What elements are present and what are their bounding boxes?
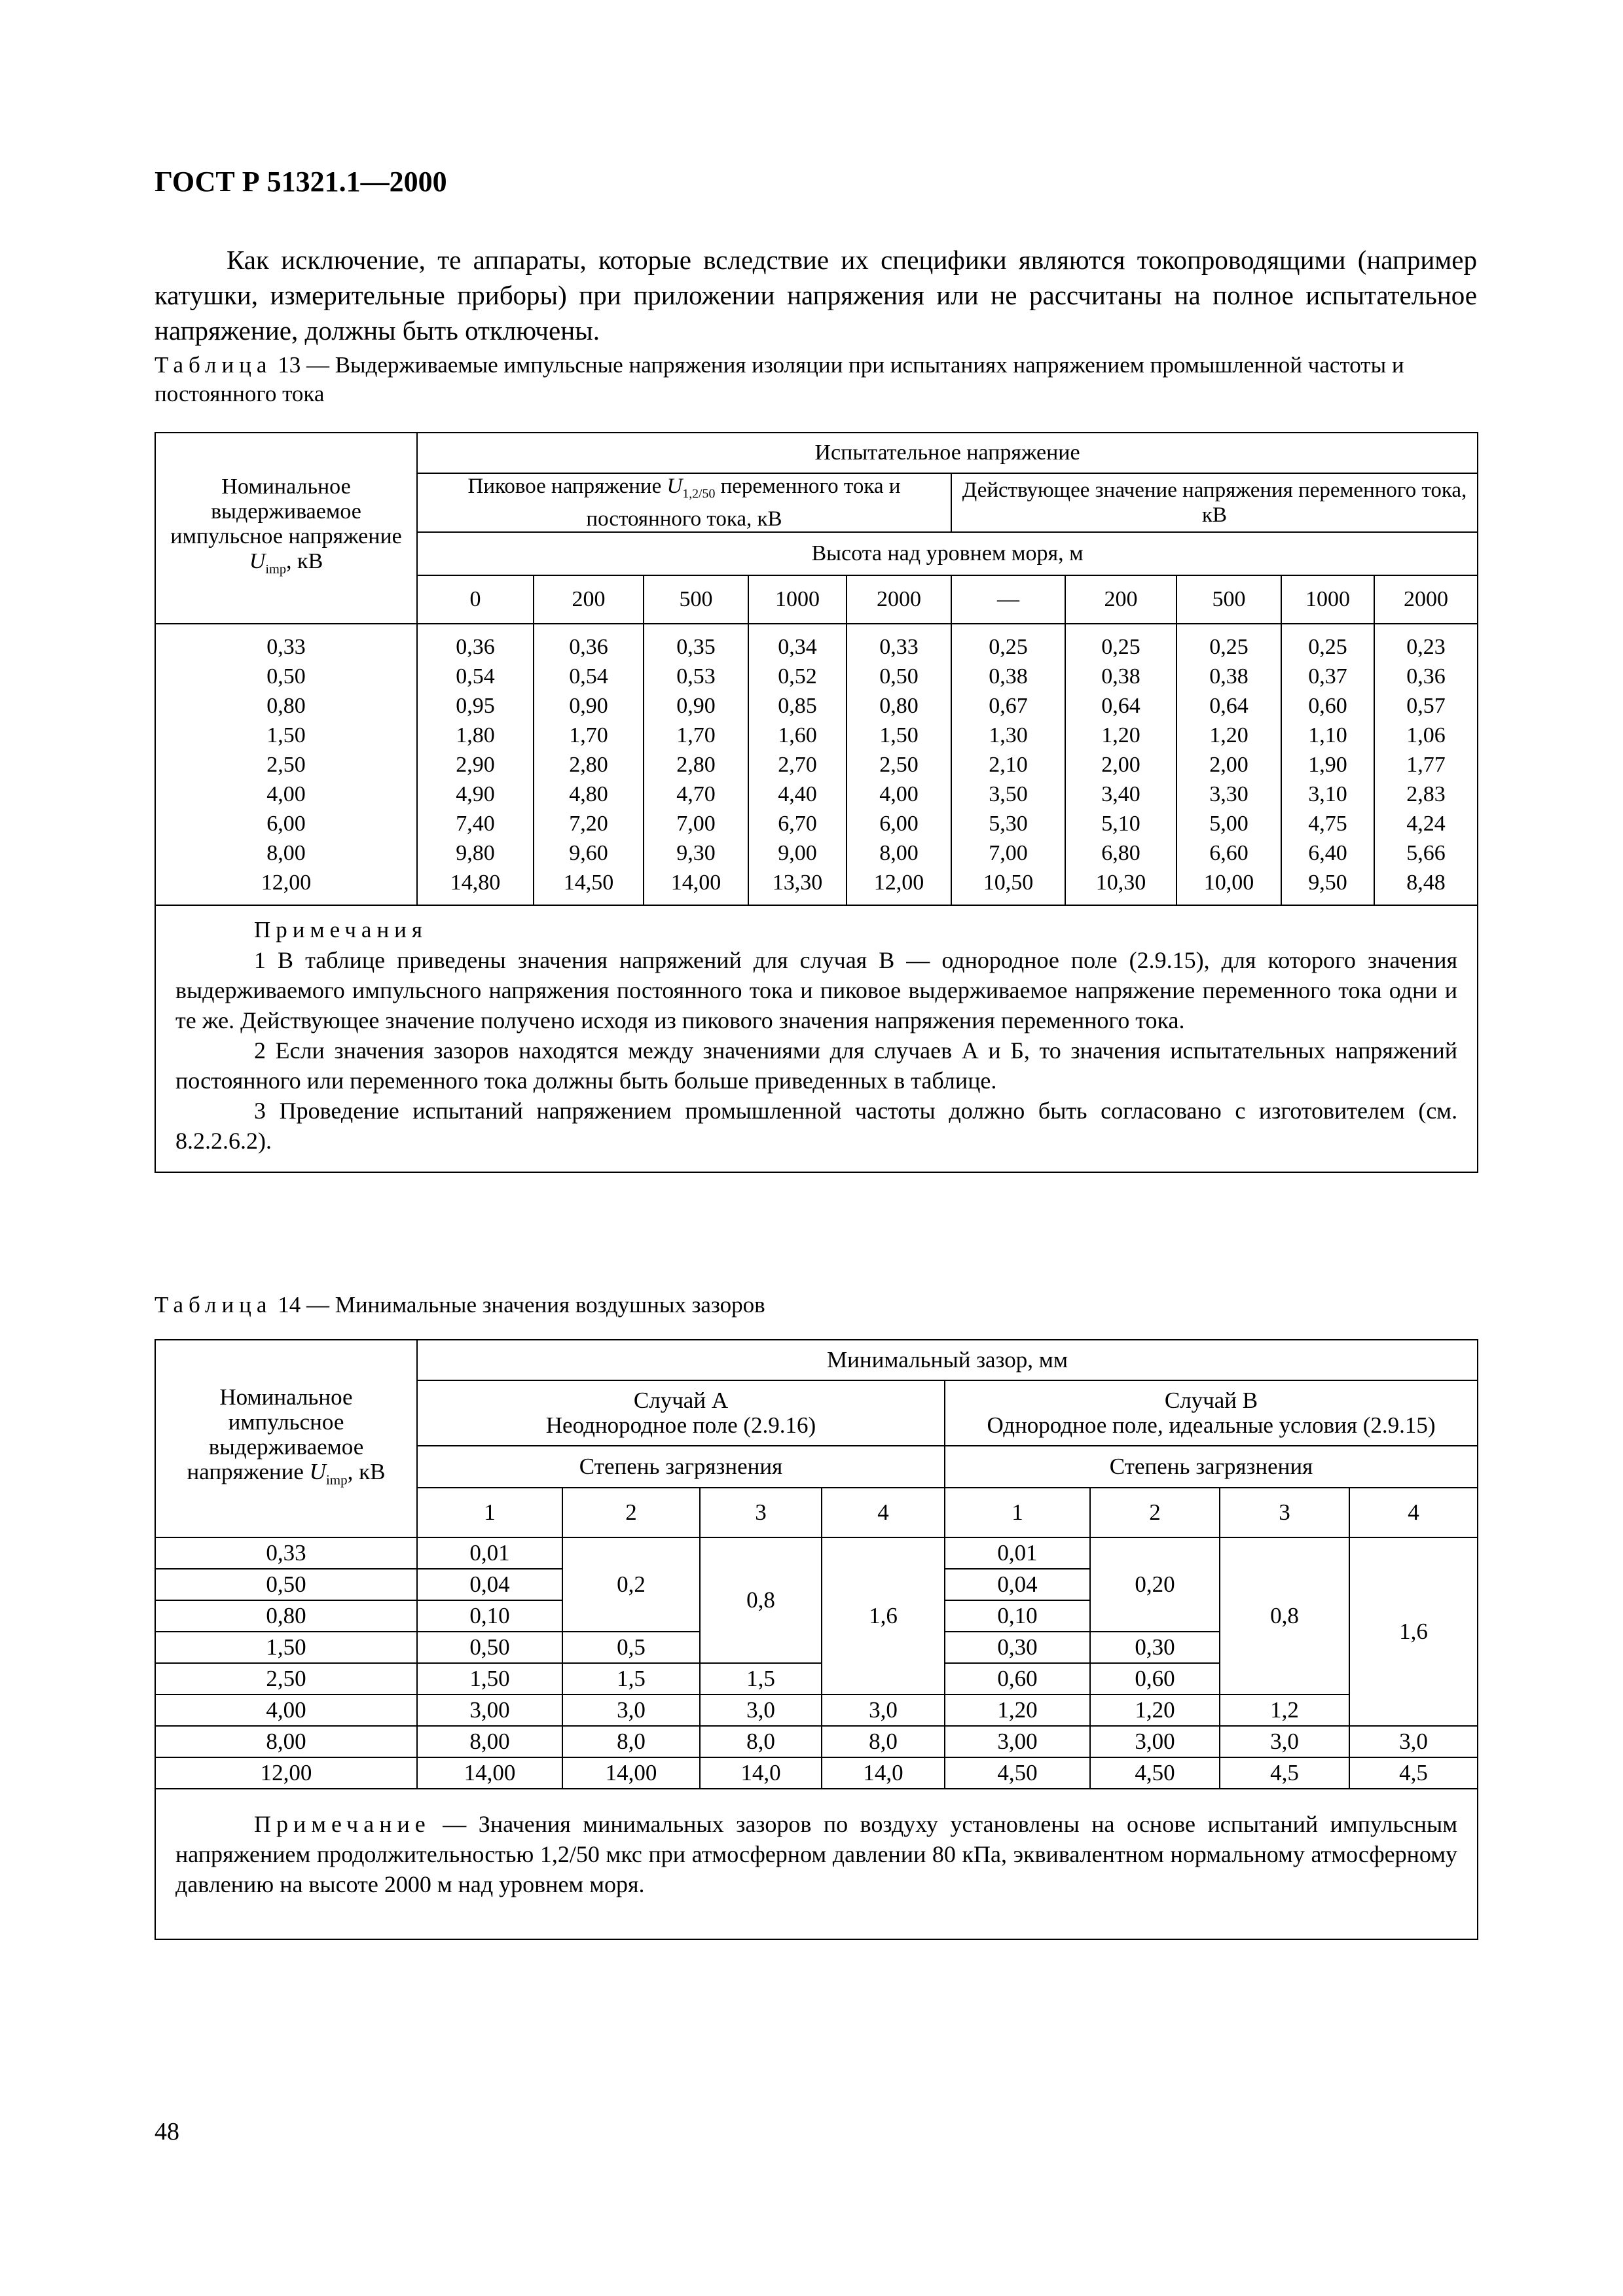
- table13-col: [847, 624, 951, 905]
- table13-cell: 2,50: [879, 752, 919, 777]
- table14-degree: 2: [562, 1488, 700, 1537]
- table13-cell: 2,00: [1209, 752, 1249, 777]
- table13-caption-label: Таблица: [155, 352, 272, 378]
- table13-cell: 3,30: [1209, 781, 1249, 806]
- table14-note-text: — Значения минимальных зазоров по воздуху установлены на основе испытаний импульсным напряжением продолжительностью 1,2/50 мкс при атмосферном давлении 80 кПа, эквивалентном нормальному атмосферному давлению на высоте 2000 м над уровнем моря.: [175, 1811, 1457, 1897]
- table13-cell: 4,70: [676, 781, 716, 806]
- table13-cell: 6,00: [879, 811, 919, 836]
- table14-voltage: 0,80: [155, 1600, 417, 1632]
- table14-degree: 4: [822, 1488, 945, 1537]
- table13-cell: 2,80: [676, 752, 716, 777]
- table13-note: 2 Если значения зазоров находятся между значениями для случаев А и Б, то значения испытательных напряжений постоянного или переменного тока должны быть больше приведенных в таблице.: [175, 1037, 1458, 1094]
- table13-cell: 6,00: [266, 811, 306, 836]
- table14-cell: 0,60: [945, 1663, 1090, 1695]
- table13-alt-col: 2000: [847, 575, 951, 624]
- table14-cell: 1,20: [945, 1695, 1090, 1726]
- table14-pollution-header-a: Степень загрязнения: [417, 1446, 945, 1488]
- table13-alt-col: 200: [534, 575, 644, 624]
- table14-cell: 0,04: [417, 1569, 562, 1600]
- table13-cell: 10,00: [1203, 870, 1254, 895]
- table13-cell: 1,10: [1308, 723, 1347, 747]
- table13-cell: 0,36: [569, 634, 608, 659]
- table13-cell: 7,00: [676, 811, 716, 836]
- table13-cell: 0,35: [676, 634, 716, 659]
- table14-cell: 8,0: [822, 1726, 945, 1757]
- table13-cell: 14,00: [670, 870, 721, 895]
- table13-cell: 10,30: [1095, 870, 1146, 895]
- table14-cell: 3,0: [822, 1695, 945, 1726]
- table14-cell: 14,00: [562, 1757, 700, 1789]
- table13-alt-col: 500: [644, 575, 748, 624]
- table14-note-label: Примечание: [254, 1811, 431, 1837]
- document-header: ГОСТ Р 51321.1—2000: [155, 166, 447, 198]
- table14-merged-cell: 0,2: [562, 1537, 700, 1632]
- table14-voltage: 8,00: [155, 1726, 417, 1757]
- table13-peak-header: Пиковое напряжение $U_{1,2/50}$ переменного тока и постоянного тока, кВ: [417, 473, 951, 532]
- table13-cell: 3,50: [989, 781, 1028, 806]
- table13-cell: 5,00: [1209, 811, 1249, 836]
- table13-cell: 7,00: [989, 840, 1028, 865]
- table13-cell: 8,00: [879, 840, 919, 865]
- table14-cell: 1,5: [700, 1663, 822, 1695]
- table13-cell: 9,30: [676, 840, 716, 865]
- table13-test-voltage-header: Испытательное напряжение: [417, 433, 1478, 473]
- table13-cell: 5,66: [1406, 840, 1446, 865]
- table13-col: [1065, 624, 1176, 905]
- table13-cell: 9,60: [569, 840, 608, 865]
- table13-cell: 0,85: [778, 693, 817, 718]
- table14: [155, 1339, 1478, 1940]
- table14-cell: 0,10: [945, 1600, 1090, 1632]
- table13-cell: 7,20: [569, 811, 608, 836]
- table14-cell: 3,00: [417, 1695, 562, 1726]
- table13-cell: 14,50: [563, 870, 614, 895]
- table14-merged-cell: 0,8: [1220, 1537, 1349, 1695]
- table14-voltage-header: Номинальное импульсное выдерживаемое напряжение $U_{imp}$, кВ: [155, 1340, 417, 1537]
- table14-row: [155, 1757, 1478, 1789]
- table13-cell: 6,70: [778, 811, 817, 836]
- table13-cell: 2,00: [1101, 752, 1140, 777]
- table13-alt-col: —: [951, 575, 1065, 624]
- table14-caption-label: Таблица: [155, 1292, 272, 1318]
- table13-cell: 0,38: [1101, 664, 1140, 689]
- table13-cell: 0,90: [569, 693, 608, 718]
- table13-cell: 12,00: [873, 870, 924, 895]
- table13-rms-header: Действующее значение напряжения переменного тока, кВ: [951, 473, 1478, 532]
- table13-cell: 0,23: [1406, 634, 1446, 659]
- table13-cell: 8,00: [266, 840, 306, 865]
- table13-alt-col: 500: [1176, 575, 1281, 624]
- table13-alt-col: 2000: [1374, 575, 1478, 624]
- table13-cell: 0,60: [1308, 693, 1347, 718]
- table13-cell: 2,50: [266, 752, 306, 777]
- table13-cell: 0,38: [989, 664, 1028, 689]
- table14-voltage: 0,33: [155, 1537, 417, 1569]
- table14-note: [155, 1789, 1478, 1939]
- table13-cell: 0,25: [1101, 634, 1140, 659]
- table13-cell: 1,60: [778, 723, 817, 747]
- table14-merged-cell: 1,6: [1349, 1537, 1478, 1726]
- table13-cell: 1,77: [1406, 752, 1446, 777]
- table13-cell: 8,48: [1406, 870, 1446, 895]
- table13-cell: 13,30: [772, 870, 823, 895]
- table14-cell: 0,50: [417, 1632, 562, 1663]
- table13-cell: 0,95: [456, 693, 495, 718]
- table14-cell: 8,0: [700, 1726, 822, 1757]
- table14-cell: 1,2: [1220, 1695, 1349, 1726]
- table13-cell: 12,00: [261, 870, 312, 895]
- table13-cell: 0,50: [266, 664, 306, 689]
- table14-merged-cell: 0,8: [700, 1537, 822, 1663]
- table13-altitude-header: Высота над уровнем моря, м: [417, 532, 1478, 575]
- table13-cell: 0,33: [266, 634, 306, 659]
- table13-cell: 3,40: [1101, 781, 1140, 806]
- table13-cell: 5,30: [989, 811, 1028, 836]
- table14-cell: 0,30: [945, 1632, 1090, 1663]
- table13-cell: 2,70: [778, 752, 817, 777]
- table13-cell: 1,06: [1406, 723, 1446, 747]
- table13-cell: 0,37: [1308, 664, 1347, 689]
- table13-cell: 0,54: [456, 664, 495, 689]
- table13-notes: [155, 905, 1478, 1172]
- table14-row: [155, 1726, 1478, 1757]
- table14-cell: 8,00: [417, 1726, 562, 1757]
- table13-cell: 9,80: [456, 840, 495, 865]
- table14-cell: 4,50: [945, 1757, 1090, 1789]
- table14-cell: 4,50: [1090, 1757, 1220, 1789]
- table13-cell: 0,90: [676, 693, 716, 718]
- table14-cell: 0,01: [945, 1537, 1090, 1569]
- table13-alt-col: 1000: [748, 575, 847, 624]
- table14-degree: 4: [1349, 1488, 1478, 1537]
- table14-cell: 0,10: [417, 1600, 562, 1632]
- table14-cell: 3,0: [562, 1695, 700, 1726]
- table14-voltage: 2,50: [155, 1663, 417, 1695]
- table14-cell: 14,0: [822, 1757, 945, 1789]
- table13-cell: 1,90: [1308, 752, 1347, 777]
- table13-cell: 6,40: [1308, 840, 1347, 865]
- table13-cell: 0,54: [569, 664, 608, 689]
- table13-col: [748, 624, 847, 905]
- table13-cell: 14,80: [450, 870, 501, 895]
- table13-cell: 0,25: [1308, 634, 1347, 659]
- table14-cell: 3,0: [1349, 1726, 1478, 1757]
- table13-cell: 0,64: [1101, 693, 1140, 718]
- table13-cell: 10,50: [983, 870, 1034, 895]
- intro-paragraph: Как исключение, те аппараты, которые вследствие их специфики являются токопроводящими (например катушки, измерительные приборы) при приложении напряжения или не рассчитаны на полное испытательное напряжение, должны быть отключены.: [155, 245, 1477, 346]
- table13-notes-title: Примечания: [254, 916, 428, 942]
- table13-caption: [155, 351, 1477, 408]
- table14-row: [155, 1695, 1478, 1726]
- table14-cell: 0,60: [1090, 1663, 1220, 1695]
- table13-cell: 4,80: [569, 781, 608, 806]
- table13-col: [155, 624, 417, 905]
- table13-cell: 0,25: [1209, 634, 1249, 659]
- table14-cell: 14,00: [417, 1757, 562, 1789]
- table14-cell: 0,04: [945, 1569, 1090, 1600]
- table13-cell: 9,00: [778, 840, 817, 865]
- table13-cell: 0,53: [676, 664, 716, 689]
- table13-alt-col: 1000: [1281, 575, 1374, 624]
- table14-cell: 0,30: [1090, 1632, 1220, 1663]
- table13-cell: 0,36: [456, 634, 495, 659]
- table13-cell: 4,90: [456, 781, 495, 806]
- table14-pollution-header-b: Степень загрязнения: [945, 1446, 1478, 1488]
- table13-cell: 0,64: [1209, 693, 1249, 718]
- table13-cell: 1,80: [456, 723, 495, 747]
- table14-case-a-header: Случай А Неоднородное поле (2.9.16): [417, 1380, 945, 1446]
- table13-cell: 0,80: [266, 693, 306, 718]
- table14-caption-text: 14 — Минимальные значения воздушных зазоров: [278, 1292, 765, 1318]
- page-number: 48: [155, 2118, 179, 2145]
- table13-cell: 5,10: [1101, 811, 1140, 836]
- table14-degree: 3: [1220, 1488, 1349, 1537]
- table13-cell: 1,50: [266, 723, 306, 747]
- table13-cell: 0,36: [1406, 664, 1446, 689]
- table13-cell: 3,10: [1308, 781, 1347, 806]
- table13-voltage-header: Номинальное выдерживаемое импульсное напряжение $U_{imp}$, кВ: [155, 433, 417, 624]
- table13-cell: 0,25: [989, 634, 1028, 659]
- table14-degree: 1: [945, 1488, 1090, 1537]
- table14-cell: 3,00: [945, 1726, 1090, 1757]
- table13-col: [417, 624, 534, 905]
- table13-col: [1176, 624, 1281, 905]
- table13-cell: 2,80: [569, 752, 608, 777]
- table14-case-b-header: Случай В Однородное поле, идеальные условия (2.9.15): [945, 1380, 1478, 1446]
- table13-cell: 1,70: [569, 723, 608, 747]
- table14-degree: 3: [700, 1488, 822, 1537]
- table14-degree: 1: [417, 1488, 562, 1537]
- table14-cell: 1,50: [417, 1663, 562, 1695]
- table13-col: [534, 624, 644, 905]
- table13-alt-col: 0: [417, 575, 534, 624]
- table13-col: [951, 624, 1065, 905]
- table13-cell: 2,90: [456, 752, 495, 777]
- table13-cell: 7,40: [456, 811, 495, 836]
- table13-cell: 0,34: [778, 634, 817, 659]
- table14-merged-cell: 1,6: [822, 1537, 945, 1695]
- table13-col: [1374, 624, 1478, 905]
- table14-voltage: 4,00: [155, 1695, 417, 1726]
- table14-cell: 8,0: [562, 1726, 700, 1757]
- table14-row: [155, 1537, 1478, 1569]
- table14-cell: 1,20: [1090, 1695, 1220, 1726]
- table13-cell: 6,60: [1209, 840, 1249, 865]
- table14-caption: [155, 1291, 1477, 1319]
- table14-min-gap-header: Минимальный зазор, мм: [417, 1340, 1478, 1380]
- table13-cell: 0,52: [778, 664, 817, 689]
- table13-cell: 0,80: [879, 693, 919, 718]
- table13-cell: 1,20: [1209, 723, 1249, 747]
- table13-alt-col: 200: [1065, 575, 1176, 624]
- table14-cell: 3,0: [700, 1695, 822, 1726]
- table13-cell: 1,50: [879, 723, 919, 747]
- table14-cell: 14,0: [700, 1757, 822, 1789]
- table13-cell: 0,50: [879, 664, 919, 689]
- table13-cell: 1,20: [1101, 723, 1140, 747]
- table14-degree: 2: [1090, 1488, 1220, 1537]
- table14-cell: 0,5: [562, 1632, 700, 1663]
- table13-cell: 9,50: [1308, 870, 1347, 895]
- table13-cell: 4,24: [1406, 811, 1446, 836]
- table13: [155, 432, 1478, 1173]
- table13-cell: 4,40: [778, 781, 817, 806]
- table14-cell: 4,5: [1349, 1757, 1478, 1789]
- table13-cell: 0,38: [1209, 664, 1249, 689]
- table13-body: [155, 624, 1478, 905]
- table13-cell: 2,83: [1406, 781, 1446, 806]
- table13-cell: 4,75: [1308, 811, 1347, 836]
- table14-voltage: 1,50: [155, 1632, 417, 1663]
- table13-col: [1281, 624, 1374, 905]
- table13-cell: 2,10: [989, 752, 1028, 777]
- table14-cell: 0,01: [417, 1537, 562, 1569]
- table13-cell: 1,30: [989, 723, 1028, 747]
- table13-cell: 4,00: [879, 781, 919, 806]
- table13-caption-text: 13 — Выдерживаемые импульсные напряжения изоляции при испытаниях напряжением промышленной частоты и постоянного тока: [155, 352, 1404, 406]
- table14-voltage: 0,50: [155, 1569, 417, 1600]
- table14-voltage: 12,00: [155, 1757, 417, 1789]
- table13-cell: 6,80: [1101, 840, 1140, 865]
- table13-col: [644, 624, 748, 905]
- table14-cell: 3,0: [1220, 1726, 1349, 1757]
- table13-cell: 0,67: [989, 693, 1028, 718]
- table14-cell: 3,00: [1090, 1726, 1220, 1757]
- table13-note: 1 В таблице приведены значения напряжений для случая В — однородное поле (2.9.15), для которого значения выдерживаемого импульсного напряжения постоянного тока и пиковое выдерживаемое напряжение переменного тока одни и те же. Действующее значение получено исходя из пикового значения напряжения переменного тока.: [175, 946, 1458, 1033]
- table13-note: 3 Проведение испытаний напряжением промышленной частоты должно быть согласовано с изготовителем (см. 8.2.2.6.2).: [175, 1097, 1458, 1154]
- table14-cell: 4,5: [1220, 1757, 1349, 1789]
- table14-merged-cell: 0,20: [1090, 1537, 1220, 1632]
- table13-cell: 0,33: [879, 634, 919, 659]
- table14-cell: 1,5: [562, 1663, 700, 1695]
- table13-cell: 1,70: [676, 723, 716, 747]
- table13-cell: 4,00: [266, 781, 306, 806]
- table13-cell: 0,57: [1406, 693, 1446, 718]
